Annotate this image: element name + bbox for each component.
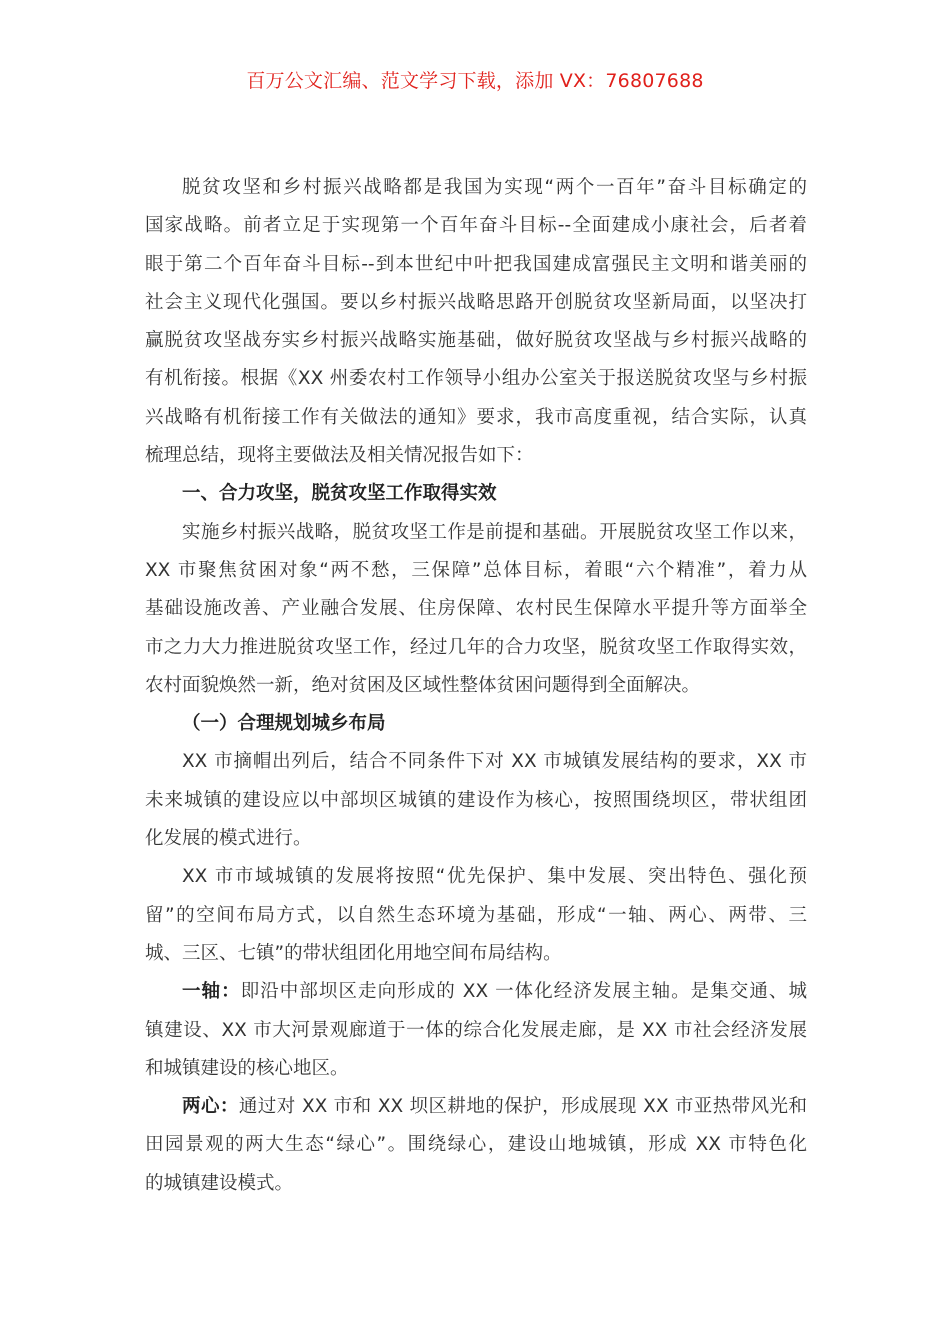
text-line: 城、三区、七镇”的带状组团化用地空间布局结构。 [145, 942, 562, 964]
paragraph [145, 1088, 807, 1203]
section-heading [145, 475, 807, 513]
text-line: 一、合力攻坚，脱贫攻坚工作取得实效 [182, 483, 497, 505]
text-line [145, 973, 807, 1011]
paragraph [145, 743, 807, 858]
paragraph [145, 858, 807, 973]
line-text: 通过对 XX 市和 XX 坝区耕地的保护，形成展现 XX 市亚热带风光和 [238, 1096, 807, 1118]
text-line: 化发展的模式进行。 [145, 828, 312, 850]
section-heading [145, 705, 807, 743]
text-line: 市之力大力推进脱贫攻坚工作，经过几年的合力攻坚，脱贫攻坚工作取得实效， [145, 636, 807, 658]
paragraph [145, 169, 807, 475]
text-line: 未来城镇的建设应以中部坝区城镇的建设作为核心，按照围绕坝区，带状组团 [145, 789, 807, 811]
lead-term: 两心： [182, 1096, 239, 1118]
text-line: 社会主义现代化强国。要以乡村振兴战略思路开创脱贫攻坚新局面，以坚决打 [145, 291, 807, 313]
text-line [145, 1088, 807, 1126]
text-line: 镇建设、XX 市大河景观廊道于一体的综合化发展走廊，是 XX 市社会经济发展 [145, 1019, 807, 1041]
text-line: （一）合理规划城乡布局 [182, 713, 386, 735]
text-line: 赢脱贫攻坚战夯实乡村振兴战略实施基础，做好脱贫攻坚战与乡村振兴战略的 [145, 330, 807, 352]
paragraph [145, 514, 807, 705]
text-line: XX 市摘帽出列后，结合不同条件下对 XX 市城镇发展结构的要求，XX 市 [182, 751, 807, 773]
text-line: 国家战略。前者立足于实现第一个百年奋斗目标--全面建成小康社会，后者着 [145, 215, 807, 237]
watermark-header: 百万公文汇编、范文学习下载，添加 VX：76807688 [246, 70, 704, 92]
text-line: 基础设施改善、产业融合发展、住房保障、农村民生保障水平提升等方面举全 [145, 598, 807, 620]
text-line: 兴战略有机衔接工作有关做法的通知》要求，我市高度重视，结合实际，认真 [145, 406, 807, 428]
paragraph [145, 973, 807, 1088]
text-line: 的城镇建设模式。 [145, 1172, 294, 1194]
line-text: 即沿中部坝区走向形成的 XX 一体化经济发展主轴。是集交通、城 [240, 981, 807, 1003]
text-line: 田园景观的两大生态“绿心”。围绕绿心，建设山地城镇，形成 XX 市特色化 [145, 1134, 807, 1156]
text-line: 眼于第二个百年奋斗目标--到本世纪中叶把我国建成富强民主文明和谐美丽的 [145, 253, 807, 275]
text-line: 农村面貌焕然一新，绝对贫困及区域性整体贫困问题得到全面解决。 [145, 674, 701, 696]
text-line: 留”的空间布局方式，以自然生态环境为基础，形成“一轴、两心、两带、三 [145, 904, 807, 926]
document-body [145, 169, 807, 1203]
text-line: 实施乡村振兴战略，脱贫攻坚工作是前提和基础。开展脱贫攻坚工作以来， [182, 521, 807, 543]
text-line: 梳理总结，现将主要做法及相关情况报告如下： [145, 445, 534, 467]
text-line: XX 市市域城镇的发展将按照“优先保护、集中发展、突出特色、强化预 [182, 866, 807, 888]
lead-term: 一轴： [182, 981, 241, 1003]
text-line: 有机衔接。根据《XX 州委农村工作领导小组办公室关于报送脱贫攻坚与乡村振 [145, 368, 807, 390]
text-line: XX 市聚焦贫困对象“两不愁，三保障”总体目标，着眼“六个精准”，着力从 [145, 559, 807, 581]
text-line: 和城镇建设的核心地区。 [145, 1057, 349, 1079]
text-line: 脱贫攻坚和乡村振兴战略都是我国为实现“两个一百年”奋斗目标确定的 [182, 177, 807, 198]
